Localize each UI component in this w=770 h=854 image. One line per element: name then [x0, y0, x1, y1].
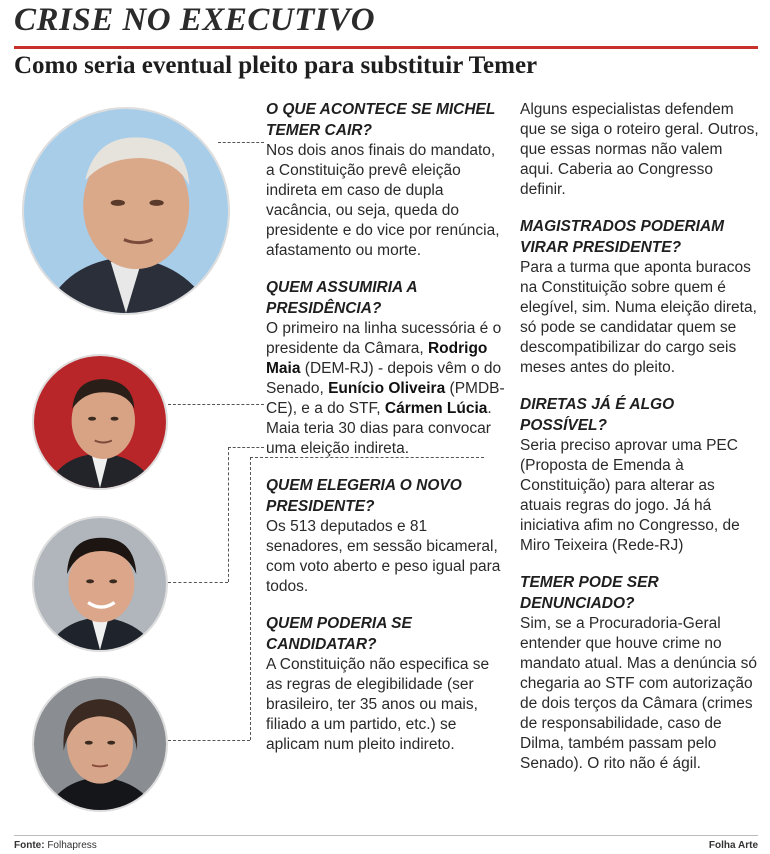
connector-temer [218, 142, 264, 143]
connector-carmen-h [168, 740, 250, 741]
qa-block [520, 217, 760, 378]
qa-block [266, 278, 506, 459]
question-heading: QUEM PODERIA SE CANDIDATAR? [266, 615, 412, 653]
answer-segment: (PMDB-CE), e a do STF, [266, 380, 505, 417]
question-heading: MAGISTRADOS PODERIAM VIRAR PRESIDENTE? [520, 218, 725, 256]
connector-eunicio-top [228, 447, 264, 448]
photo-rodrigo-maia [32, 354, 168, 490]
answer-text: Nos dois anos finais do mandato, a Constituição prevê eleição indireta em caso de dupla vacância, ou seja, queda do presidente e do vice por renúncia, afastamento ou morte. [266, 142, 500, 259]
section-kicker: CRISE NO EXECUTIVO [14, 2, 376, 38]
answer-segment: (DEM-RJ) - depois vêm o do Senado, [266, 360, 502, 397]
name-carmen-lucia: Cármen Lúcia [384, 400, 488, 417]
qa-block [266, 476, 506, 597]
text-column-left [266, 100, 506, 772]
question-heading: TEMER PODE SER DENUNCIADO? [520, 574, 659, 612]
answer-text: Para a turma que aponta buracos na Constituição sobre quem é elegível, sim. Numa eleição direta, só pode se candidatar quem se descompatibilizar do cargo seis meses antes do pleito. [520, 259, 757, 376]
credit: Folha Arte [708, 840, 758, 851]
answer-segment: . Maia teria 30 dias para convocar uma eleição indireta. [266, 400, 492, 457]
text-column-right [520, 100, 760, 791]
qa-block [520, 395, 760, 556]
qa-block [520, 100, 760, 200]
connector-maia-h [168, 404, 264, 405]
qa-block [266, 100, 506, 261]
answer-text: A Constituição não especifica se as regras de elegibilidade (ser brasileiro, ter 35 anos ou mais, filiado a um partido, etc.) se aplicam num pleito indireto. [266, 656, 490, 753]
connector-carmen-v [250, 457, 251, 740]
answer-text: Sim, se a Procuradoria-Geral entender que houve crime no mandato atual. Mas a denúncia só chegaria ao STF com autorização de dois terços da Câmara (crimes de responsabilidade, caso de Dilma, também passam pelo Senado). O rito não é ágil. [520, 615, 757, 772]
source-label: Fonte: [14, 840, 45, 851]
question-heading: QUEM ELEGERIA O NOVO PRESIDENTE? [266, 477, 462, 515]
answer-text [266, 319, 506, 459]
name-eunicio-oliveira: Eunício Oliveira [328, 380, 446, 397]
connector-eunicio-h [168, 582, 228, 583]
photo-michel-temer [22, 107, 230, 315]
answer-segment: O primeiro na linha sucessória é o presidente da Câmara, [266, 320, 502, 357]
answer-text: Seria preciso aprovar uma PEC (Proposta de Emenda à Constituição) para alterar as atuais regras do jogo. Já há iniciativa afim no Congresso, de Miro Teixeira (Rede-RJ) [520, 437, 740, 554]
accent-rule [14, 46, 758, 49]
source-value: Folhapress [47, 840, 97, 851]
source-line [14, 840, 97, 851]
connector-eunicio-v [228, 447, 229, 582]
answer-text: Alguns especialistas defendem que se siga o roteiro geral. Outros, que essas normas não valem aqui. Caberia ao Congresso definir. [520, 101, 759, 198]
footer-rule [14, 835, 758, 836]
qa-block [520, 573, 760, 774]
question-heading: O QUE ACONTECE SE MICHEL TEMER CAIR? [266, 101, 496, 139]
question-heading: QUEM ASSUMIRIA A PRESIDÊNCIA? [266, 279, 417, 317]
headline: Como seria eventual pleito para substituir Temer [14, 52, 538, 79]
qa-block [266, 614, 506, 755]
photo-carmen-lucia [32, 676, 168, 812]
name-rodrigo-maia: Rodrigo Maia [266, 340, 488, 377]
photo-eunicio-oliveira [32, 516, 168, 652]
answer-text: Os 513 deputados e 81 senadores, em sessão bicameral, com voto aberto e peso igual para todos. [266, 518, 501, 595]
question-heading: DIRETAS JÁ É ALGO POSSÍVEL? [520, 396, 675, 434]
